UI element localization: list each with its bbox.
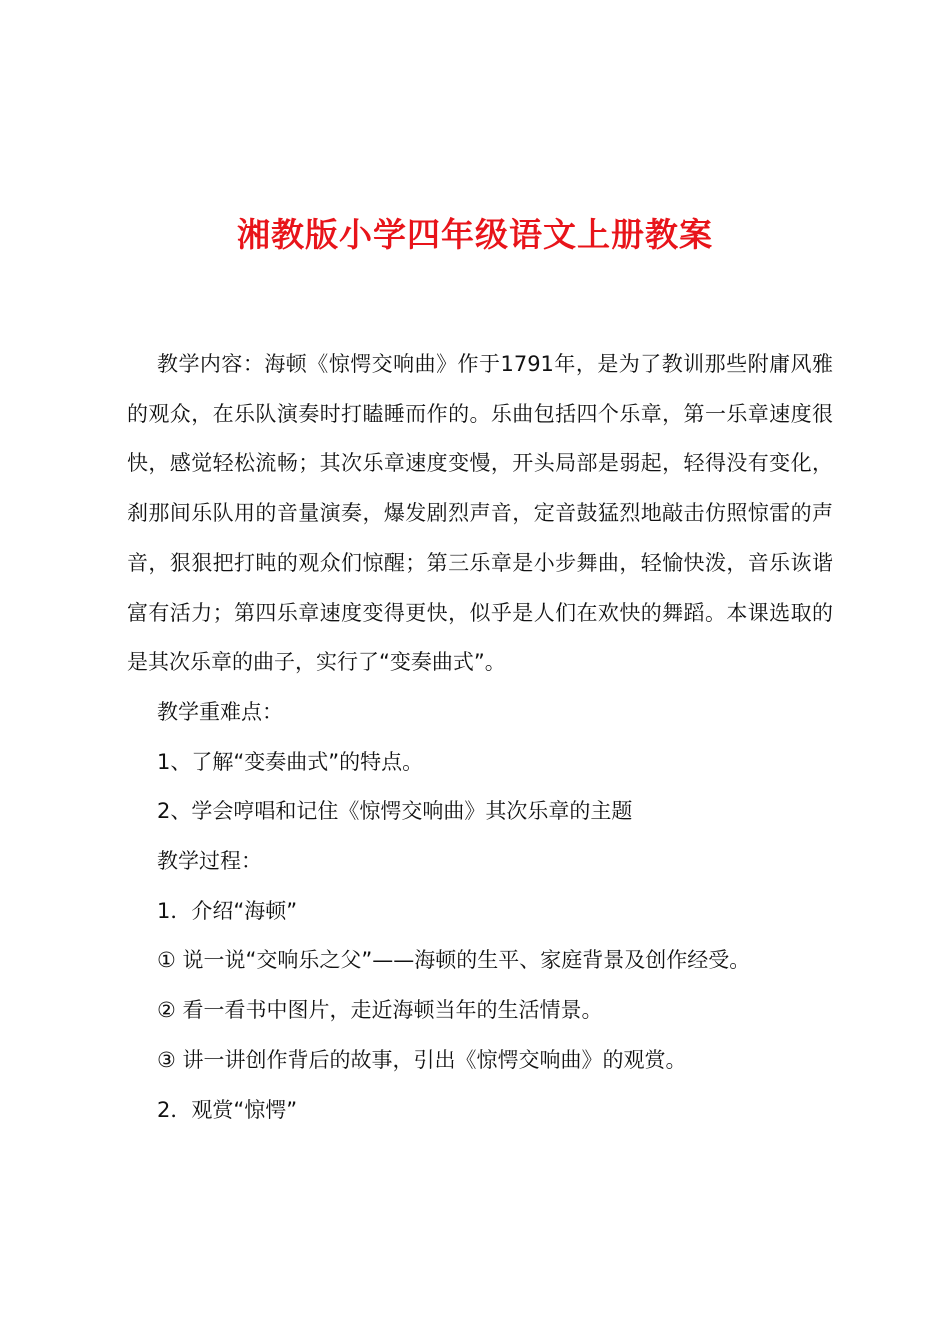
process-substep-3: ③ 讲一讲创作背后的故事，引出《惊愕交响曲》的观赏。	[157, 1047, 687, 1072]
process-substep-1: ① 说一说“交响乐之父”——海顿的生平、家庭背景及创作经受。	[157, 948, 751, 973]
process-substep-2: ② 看一看书中图片，走近海顿当年的生活情景。	[157, 998, 603, 1023]
intro-paragraph: 教学内容：海顿《惊愕交响曲》作于1791年，是为了教训那些附庸风雅的观众，在乐队演奏时打瞌睡而作的。乐曲包括四个乐章，第一乐章速度很快，感觉轻松流畅；其次乐章速度变慢，开头局部是弱起，轻得没有变化，刹那间乐队用的音量演奏，爆发剧烈声音，定音鼓猛烈地敲击仿照惊雷的声音，狠狠把打盹的观众们惊醒；第三乐章是小步舞曲，轻愉快泼，音乐诙谐富有活力；第四乐章速度变得更快，似乎是人们在欢快的舞蹈。本课选取的是其次乐章的曲子，实行了“变奏曲式”。	[127, 352, 833, 675]
key-points-heading: 教学重难点：	[157, 699, 283, 724]
key-point-2: 2、学会哼唱和记住《惊愕交响曲》其次乐章的主题	[157, 799, 633, 824]
document-body	[127, 340, 833, 1135]
process-heading: 教学过程：	[157, 849, 262, 874]
key-point-1: 1、了解“变奏曲式”的特点。	[157, 749, 424, 774]
process-step-2: 2．观赏“惊愕”	[157, 1097, 298, 1122]
process-step-1: 1．介绍“海顿”	[157, 898, 298, 923]
document-title: 湘教版小学四年级语文上册教案	[237, 215, 713, 254]
